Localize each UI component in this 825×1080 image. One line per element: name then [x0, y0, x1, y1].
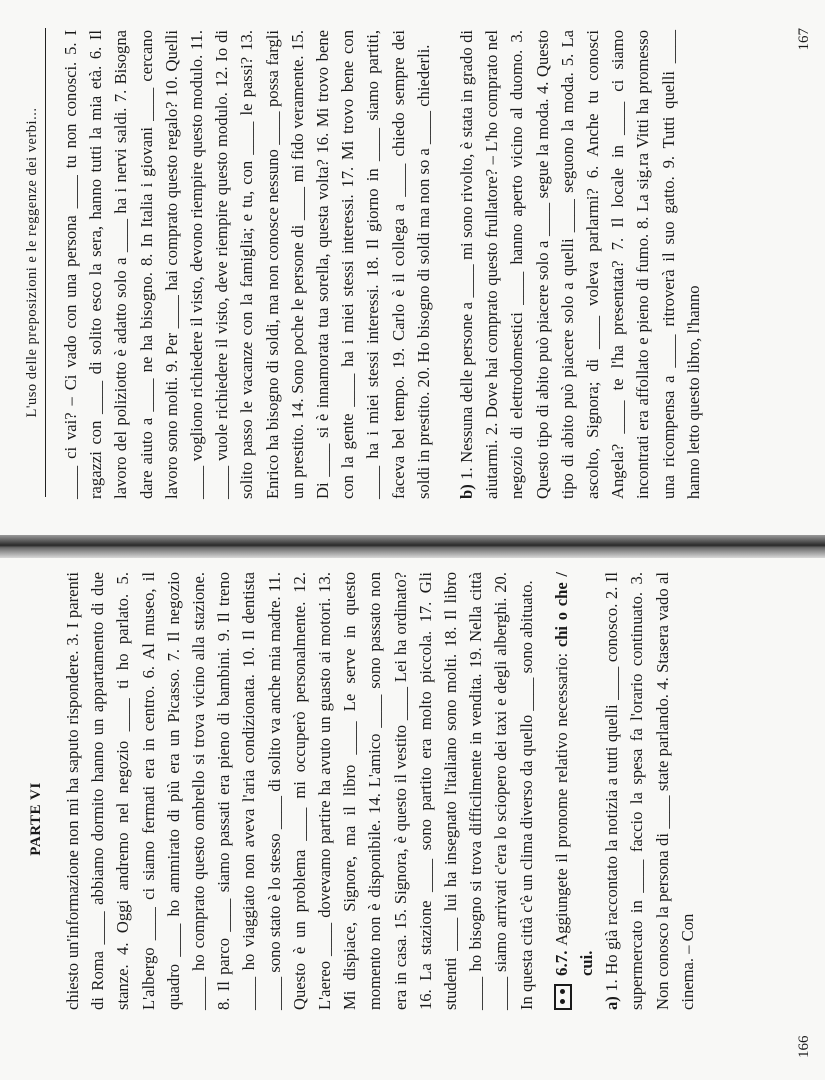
section-b-text: 1. Nessuna delle persone a ____ mi sono rivolto, è stata in grado di aiutarmi. 2. Dove hai comprato questo frullatore? – L'ho comprato nel negozio di elettrodomestici ____ hanno aperto vicino al duomo. 3. Questo tipo di abito può piacere solo a ____ segue la moda. 4. Questo tipo di abito può piacere solo a quelli ____ seguono la moda. 5. La ascolto, Signora; di ____ voleva parlarmi? 6. Anche tu conosci Angela? ____ te l'ha presentata? 7. Il locale in ____ ci siamo incontrati era affollato e pieno di fumo. 8. La sig.ra Vitti ha promesso una ricompensa a ____ ritroverà il suo gatto. 9. Tutti quelli ____ hanno letto questo libro, l'hanno — [457, 30, 703, 499]
section-b — [454, 30, 706, 499]
right-exercise-continuation: ____ ci vai? – Ci vado con una persona ____ tu non conosci. 5. I ragazzi con ____ di solito esco la sera, hanno tutti la mia età. 6. Il lavoro del poliziotto è adatto solo a ____ ha i nervi saldi. 7. Bisogna dare aiuto a ____ ne ha bisogno. 8. In Italia i giovani ____ cercano lavoro sono molti. 9. Per ____ hai comprato questo regalo? 10. Quelli ____ vogliono richiedere il visto, devono riempire questo modulo. 11. ____ vuole richiedere il visto, deve riempire questo modulo. 12. Io di solito passo le vacanze con la famiglia; e tu, con ____ le passi? 13. Enrico ha bisogno di soldi, ma non conosce nessuno ____ possa fargli un prestito. 14. Sono poche le persone di ____ mi fido veramente. 15. Di ____ si è innamorata tua sorella, questa volta? 16. Mi trovo bene con la gente ____ ha i miei stessi interessi. 17. Mi trovo bene con ____ ha i miei stessi interessi. 18. Il giorno in ____ siamo partiti, faceva bel tempo. 19. Carlo è il collega a ____ chiedo sempre dei soldi in prestito. 20. Ho bisogno di soldi ma non so a ____ chiederli. — [61, 30, 433, 499]
exercise-instruction-block — [549, 572, 599, 976]
exercise-keywords: chi o che / cui. — [551, 572, 597, 976]
left-exercise-continuation: chiesto un'informazione non mi ha saputo rispondere. 3. I parenti di Roma ____ abbiamo dormito hanno un appartamento di due stanze. 4. Oggi andremo nel negozio ____ ti ho parlato. 5. L'albergo ____ ci siamo fermati era in centro. 6. Al museo, il quadro ____ ho ammirato di più era un Picasso. 7. Il negozio ____ ho comprato questo ombrello si trova vicino alla stazione. 8. Il parco ____ siamo passati era pieno di bambini. 9. Il treno ____ ho viaggiato non aveva l'aria condizionata. 10. Il dentista ____ sono stato è lo stesso ____ di solito va anche mia madre. 11. Questo è un problema ____ mi occuperò personalmente. 12. L'aereo ____ dovevamo partire ha avuto un guasto ai motori. 13. Mi dispiace, Signore, ma il libro ____ Le serve in questo momento non è disponibile. 14. L'amico ____ sono passato non era in casa. 15. Signora, è questo il vestito ____ Lei ha ordinato? 16. La stazione ____ sono partito era molto piccola. 17. Gli studenti ____ lui ha insegnato l'italiano sono molti. 18. Il libro ____ ho bisogno si trova difficilmente in vendita. 19. Nella città ____ siamo arrivati c'era lo sciopero dei taxi e degli alberghi. 20. In questa città c'è un clima diverso da quello ____ sono abituato. — [63, 572, 536, 1010]
running-head-right: L'uso delle preposizioni e le reggenze dei verbi... — [24, 28, 46, 497]
left-body — [60, 572, 700, 1010]
section-a-label: a) — [602, 996, 622, 1010]
section-spacer — [436, 30, 454, 499]
exercise-instruction: Aggiungete il pronome relativo necessario: — [551, 652, 571, 946]
book-gutter — [0, 535, 825, 558]
exercise-number: 6.7. — [551, 950, 571, 976]
left-page — [0, 558, 825, 1080]
section-a — [599, 572, 700, 1010]
section-a-text: 1. Ho già raccontato la notizia a tutti quelli ____ conosco. 2. Il supermercato in ____ faccio la spesa fa l'orario continuato. 3. Non conosco la persona di ____ state parlando. 4. Stasera vado al cinema. – Con — [602, 572, 697, 1010]
page-number-left: 166 — [796, 1035, 812, 1058]
right-body — [58, 30, 706, 499]
page-number-right: 167 — [796, 28, 812, 51]
right-page — [0, 0, 825, 535]
exercise-heading — [549, 572, 599, 1010]
section-b-label: b) — [457, 484, 477, 499]
audio-cd-icon — [554, 984, 572, 1010]
running-head-left: PARTE VI — [28, 782, 44, 856]
